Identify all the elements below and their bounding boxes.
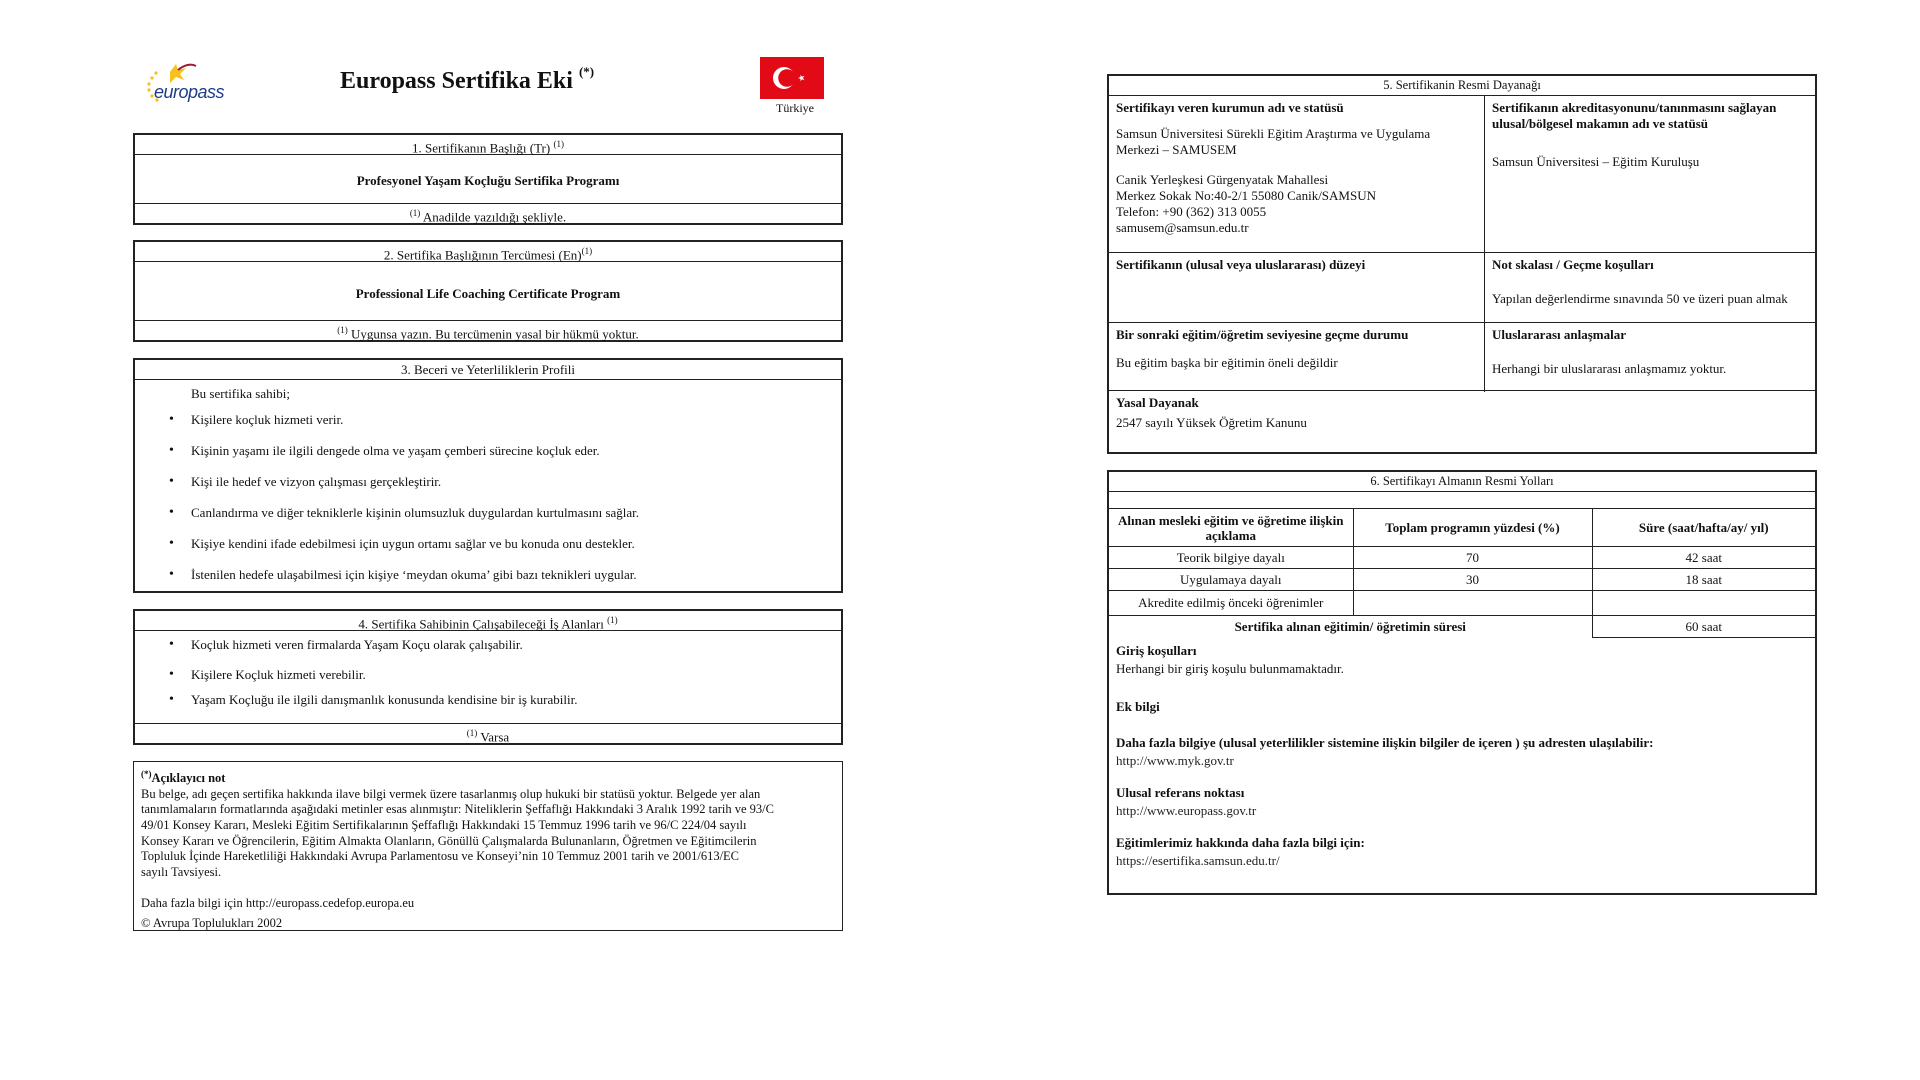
list-item: • İstenilen hedefe ulaşabilmesi için kişiye ‘meydan okuma’ gibi bazı teknikleri uygular. — [191, 567, 841, 583]
level-label: Sertifikanın (ulusal veya uluslararası) düzeyi — [1116, 257, 1366, 272]
issuer-cell — [1109, 96, 1484, 252]
ref-label: Ulusal referans noktası — [1116, 785, 1245, 800]
explanatory-line: Topluluk İçinde Hareketliliği Hakkındaki Avrupa Parlamentosu ve Konseyi’nin 10 Temmuz 2001 tarih ve 2001/613/EC — [141, 849, 740, 864]
section-3-list — [135, 412, 841, 583]
more-info: Daha fazla bilgi için http://europass.cedefop.europa.eu — [141, 896, 415, 911]
row-duration: 18 saat — [1592, 569, 1815, 591]
explanatory-line: Bu belge, adı geçen sertifika hakkında ilave bilgi vermek üzere tasarlanmış olup hukuki bir statüsü yoktur. Belgede yer alan — [141, 786, 761, 801]
section-6-box — [1107, 470, 1817, 895]
section-2-heading: 2. Sertifika Başlığının Tercümesi $(En)^{(1)}$ — [135, 242, 841, 262]
legal-label: Yasal Dayanak — [1116, 395, 1199, 410]
training-table — [1109, 508, 1815, 638]
list-item: • Kişilere Koçluk hizmeti verebilir. — [191, 667, 841, 683]
table-row — [1109, 569, 1815, 591]
legal-value: 2547 sayılı Yüksek Öğretim Kanunu — [1116, 415, 1307, 430]
grading-cell — [1485, 253, 1815, 322]
myk-link[interactable]: http://www.myk.gov.tr — [1116, 753, 1234, 768]
table-row — [1109, 547, 1815, 569]
row-percent: 70 — [1353, 547, 1592, 569]
explanatory-line: 49/01 Konsey Kararı, Mesleki Eğitim Sertifikalarının Şeffaflığı Hakkındaki 15 Temmuz 1996 tarih ve 96/C 224/04 sayılı — [141, 817, 747, 832]
turkey-flag — [760, 57, 824, 99]
progression-value: Bu eğitim başka bir eğitimin öneli değildir — [1116, 355, 1338, 370]
esertifika-link[interactable]: https://esertifika.samsun.edu.tr/ — [1116, 853, 1280, 868]
list-item: • Kişiye kendini ifade edebilmesi için uygun ortamı sağlar ve bu konuda onu destekler. — [191, 536, 841, 552]
section-3-intro: Bu sertifika sahibi; — [191, 386, 290, 401]
column-header: Alınan mesleki eğitim ve öğretime ilişkin açıklama — [1109, 509, 1353, 547]
international-value: Herhangi bir uluslararası anlaşmamız yoktur. — [1492, 361, 1727, 376]
explanatory-note-box — [133, 761, 843, 931]
edu-label: Eğitimlerimiz hakkında daha fazla bilgi için: — [1116, 835, 1365, 850]
table-total-row — [1109, 616, 1815, 638]
issuer-line: samusem@samsun.edu.tr — [1116, 220, 1249, 235]
section-1-value: Profesyonel Yaşam Koçluğu Sertifika Programı — [356, 173, 620, 188]
title-text: Europass Sertifika Eki — [340, 68, 573, 94]
page-title — [340, 64, 680, 95]
title-mark: (*) — [578, 64, 595, 79]
row-desc: Uygulamaya dayalı — [1109, 569, 1353, 591]
entry-label: Giriş koşulları — [1116, 643, 1197, 658]
issuer-line: Telefon: +90 (362) 313 0055 — [1116, 204, 1267, 219]
section-4-list — [135, 637, 841, 708]
europass-logo-text: europass — [154, 82, 225, 102]
section-2-box — [133, 240, 843, 342]
country-label: Türkiye — [776, 101, 814, 115]
progression-label: Bir sonraki eğitim/öğretim seviyesine geçme durumu — [1116, 327, 1409, 342]
total-value: 60 saat — [1592, 616, 1815, 638]
row-duration — [1592, 591, 1815, 616]
section-3-heading: 3. Beceri ve Yeterliliklerin Profili — [135, 360, 841, 380]
issuer-line: Merkezi – SAMUSEM — [1116, 142, 1237, 157]
column-header: Toplam programın yüzdesi (%) — [1353, 509, 1592, 547]
international-cell — [1485, 323, 1815, 390]
issuer-line: Merkez Sokak No:40-2/1 55080 Canik/SAMSUN — [1116, 188, 1376, 203]
row-percent — [1353, 591, 1592, 616]
section-5-heading: 5. Sertifikanin Resmi Dayanağı — [1109, 76, 1815, 96]
extra-label: Ek bilgi — [1116, 699, 1160, 714]
section-6-details — [1116, 642, 1808, 870]
section-6-heading: 6. Sertifikayı Almanın Resmi Yolları — [1109, 472, 1815, 492]
grading-value: Yapılan değerlendirme sınavında 50 ve üzeri puan almak — [1492, 291, 1788, 306]
explanatory-title: (*)Açıklayıcı not — [141, 769, 226, 786]
more-label: Daha fazla bilgiye (ulusal yeterlilikler sistemine ilişkin bilgiler de içeren ) şu adresten ulaşılabilir: — [1116, 735, 1654, 750]
row-desc: Akredite edilmiş önceki öğrenimler — [1109, 591, 1353, 616]
europass-logo — [140, 58, 240, 108]
issuer-line: Canik Yerleşkesi Gürgenyatak Mahallesi — [1116, 172, 1329, 187]
table-row — [1109, 591, 1815, 616]
table-header-row — [1109, 509, 1815, 547]
row-percent: 30 — [1353, 569, 1592, 591]
accreditation-cell — [1485, 96, 1815, 252]
row-duration: 42 saat — [1592, 547, 1815, 569]
section-2-note: $^{(1)}$ Uygunsa yazın. Bu tercümenin yasal bir hükmü yoktur. — [135, 320, 841, 340]
section-4-heading: 4. Sertifika Sahibinin Çalışabileceği İş Alanları $^{(1)}$ — [135, 611, 841, 631]
europass-link[interactable]: http://www.europass.gov.tr — [1116, 803, 1257, 818]
list-item: • Yaşam Koçluğu ile ilgili danışmanlık konusunda kendisine bir iş kurabilir. — [191, 692, 841, 708]
entry-value: Herhangi bir giriş koşulu bulunmamaktadır. — [1116, 661, 1344, 676]
crescent-star-icon — [760, 57, 824, 99]
section-1-note: $^{(1)}$ Anadilde yazıldığı şekliyle. — [135, 203, 841, 223]
issuer-line: Samsun Üniversitesi Sürekli Eğitim Araştırma ve Uygulama — [1116, 126, 1431, 141]
issuer-label: Sertifikayı veren kurumun adı ve statüsü — [1116, 100, 1344, 115]
issuer-line — [1116, 158, 1477, 172]
section-5-box — [1107, 74, 1817, 454]
list-item: • Koçluk hizmeti veren firmalarda Yaşam Koçu olarak çalışabilir. — [191, 637, 841, 653]
explanatory-line: tanımlamaların formatlarında aşağıdaki metinler esas alınmıştır: Niteliklerin Şeffaflığı Hakkındaki 3 Aralık 1992 tarih ve 93/C — [141, 802, 774, 817]
total-label: Sertifika alınan eğitimin/ öğretimin süresi — [1234, 618, 1466, 634]
international-label: Uluslararası anlaşmalar — [1492, 327, 1626, 342]
section-1-heading: 1. Sertifikanın Başlığı (Tr) $^{(1)}$ — [135, 135, 841, 155]
level-cell — [1109, 253, 1484, 322]
explanatory-line: Konsey Kararı ve Öğrencilerin, Eğitim Almakta Olanların, Gönüllü Çalışmalarda Bulunanların, Öğretmen ve Eğitimcilerin — [141, 833, 757, 848]
list-item: • Kişinin yaşamı ile ilgili dengede olma ve yaşam çemberi sürecine koçluk eder. — [191, 443, 841, 459]
accreditation-value: Samsun Üniversitesi – Eğitim Kuruluşu — [1492, 154, 1700, 169]
section-3-box — [133, 358, 843, 593]
list-item: • Kişilere koçluk hizmeti verir. — [191, 412, 841, 428]
list-item: • Kişi ile hedef ve vizyon çalışması gerçekleştirir. — [191, 474, 841, 490]
row-desc: Teorik bilgiye dayalı — [1109, 547, 1353, 569]
grading-label: Not skalası / Geçme koşulları — [1492, 257, 1654, 272]
accreditation-label: Sertifikanın akreditasyonunu/tanınmasını sağlayan ulusal/bölgesel makamın adı ve statüsü — [1492, 100, 1777, 131]
section-4-note: $^{(1)}$ Varsa — [135, 723, 841, 743]
progression-cell — [1109, 323, 1484, 390]
section-4-box — [133, 609, 843, 745]
legal-cell — [1109, 391, 1815, 451]
column-header: Süre (saat/hafta/ay/ yıl) — [1592, 509, 1815, 547]
section-1-box — [133, 133, 843, 225]
section-2-value: Professional Life Coaching Certificate Program — [355, 286, 621, 301]
list-item: • Canlandırma ve diğer tekniklerle kişinin olumsuzluk duygulardan kurtulmasını sağlar. — [191, 505, 841, 521]
copyright: © Avrupa Toplulukları 2002 — [141, 915, 283, 930]
explanatory-line: sayılı Tavsiyesi. — [141, 864, 222, 879]
